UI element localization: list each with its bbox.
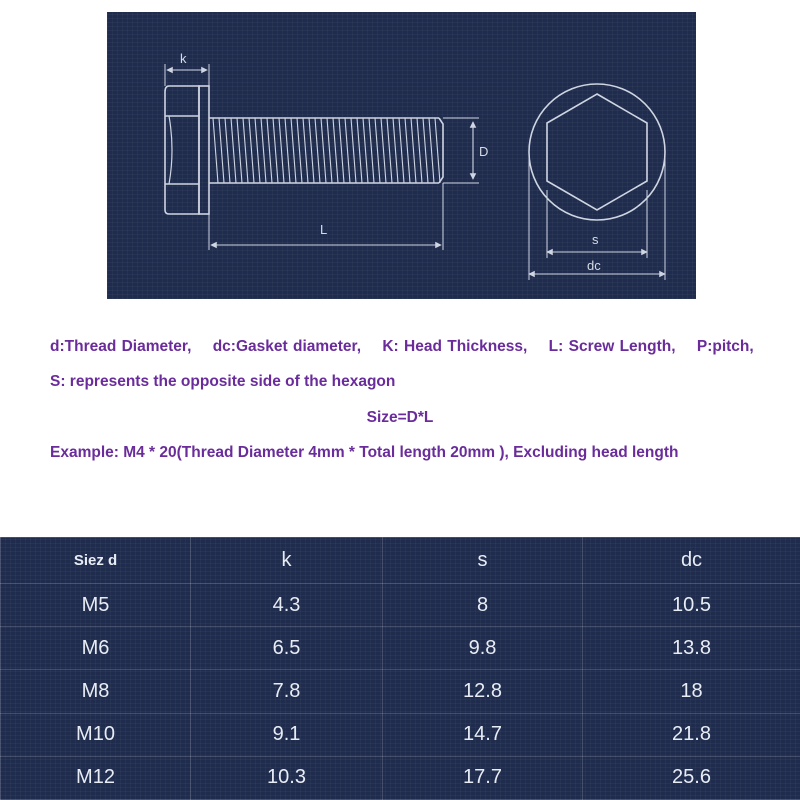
cell-s: 9.8 — [383, 627, 583, 670]
thread-line — [357, 118, 362, 183]
thread-line — [327, 118, 332, 183]
thread-line — [423, 118, 428, 183]
thread-line — [279, 118, 284, 183]
cell-dc: 21.8 — [583, 713, 800, 756]
table-row — [1, 713, 800, 756]
cell-s: 12.8 — [383, 670, 583, 713]
table-row — [1, 756, 800, 799]
definitions-line — [50, 338, 770, 356]
thread-line — [345, 118, 350, 183]
dim-label-k: k — [180, 51, 187, 66]
header-size: Siez d — [1, 538, 191, 584]
cell-k: 4.3 — [191, 584, 383, 627]
size-table-grid — [0, 537, 800, 800]
cell-s: 8 — [383, 584, 583, 627]
thread-line — [333, 118, 338, 183]
table-row — [1, 670, 800, 713]
thread-line — [213, 118, 218, 183]
definition-k: K: Head Thickness, — [382, 338, 528, 355]
thread-line — [399, 118, 404, 183]
definition-dc: dc:Gasket diameter, — [212, 338, 362, 355]
thread-line — [291, 118, 296, 183]
table-row — [1, 584, 800, 627]
size-example: Example: M4 * 20(Thread Diameter 4mm * Total length 20mm ), Excluding head length — [50, 444, 679, 461]
header-dc: dc — [583, 538, 800, 584]
thread-line — [315, 118, 320, 183]
thread-line — [225, 118, 230, 183]
thread-line — [411, 118, 416, 183]
thread-line — [405, 118, 410, 183]
header-k: k — [191, 538, 383, 584]
cell-size: M5 — [1, 584, 191, 627]
cell-size: M12 — [1, 756, 191, 799]
thread-line — [387, 118, 392, 183]
thread-line — [339, 118, 344, 183]
thread-line — [363, 118, 368, 183]
thread-line — [237, 118, 242, 183]
cell-s: 14.7 — [383, 713, 583, 756]
cell-dc: 25.6 — [583, 756, 800, 799]
cell-dc: 10.5 — [583, 584, 800, 627]
size-formula: Size=D*L — [366, 409, 434, 426]
thread-line — [249, 118, 254, 183]
bolt-diagram-panel — [107, 12, 696, 299]
cell-k: 7.8 — [191, 670, 383, 713]
thread-line — [351, 118, 356, 183]
cell-size: M10 — [1, 713, 191, 756]
thread-line — [381, 118, 386, 183]
dim-label-s: s — [592, 232, 599, 247]
thread-line — [303, 118, 308, 183]
thread-line — [321, 118, 326, 183]
thread-line — [243, 118, 248, 183]
cell-dc: 13.8 — [583, 627, 800, 670]
cell-dc: 18 — [583, 670, 800, 713]
cell-s: 17.7 — [383, 756, 583, 799]
table-header-row — [1, 538, 800, 584]
thread-pattern — [213, 118, 440, 183]
thread-line — [261, 118, 266, 183]
table-row — [1, 627, 800, 670]
cell-k: 9.1 — [191, 713, 383, 756]
cell-size: M6 — [1, 627, 191, 670]
thread-line — [435, 118, 440, 183]
size-table — [0, 537, 800, 800]
bolt-top-view — [529, 84, 665, 220]
thread-line — [219, 118, 224, 183]
cell-size: M8 — [1, 670, 191, 713]
thread-line — [273, 118, 278, 183]
definition-s: S: represents the opposite side of the hexagon — [50, 373, 396, 390]
thread-line — [285, 118, 290, 183]
header-s: s — [383, 538, 583, 584]
bolt-drawing — [107, 12, 696, 299]
cell-k: 10.3 — [191, 756, 383, 799]
definition-p: P:pitch, — [696, 338, 754, 355]
thread-line — [231, 118, 236, 183]
dim-label-l: L — [320, 222, 328, 237]
thread-line — [393, 118, 398, 183]
thread-line — [417, 118, 422, 183]
thread-line — [309, 118, 314, 183]
definition-d: d:Thread Diameter, — [50, 338, 192, 355]
thread-line — [369, 118, 374, 183]
definition-l: L: Screw Length, — [548, 338, 676, 355]
thread-line — [267, 118, 272, 183]
thread-line — [255, 118, 260, 183]
cell-k: 6.5 — [191, 627, 383, 670]
thread-line — [375, 118, 380, 183]
dim-label-dc: dc — [587, 258, 601, 273]
thread-line — [429, 118, 434, 183]
thread-line — [297, 118, 302, 183]
dim-label-d: D — [479, 144, 489, 159]
